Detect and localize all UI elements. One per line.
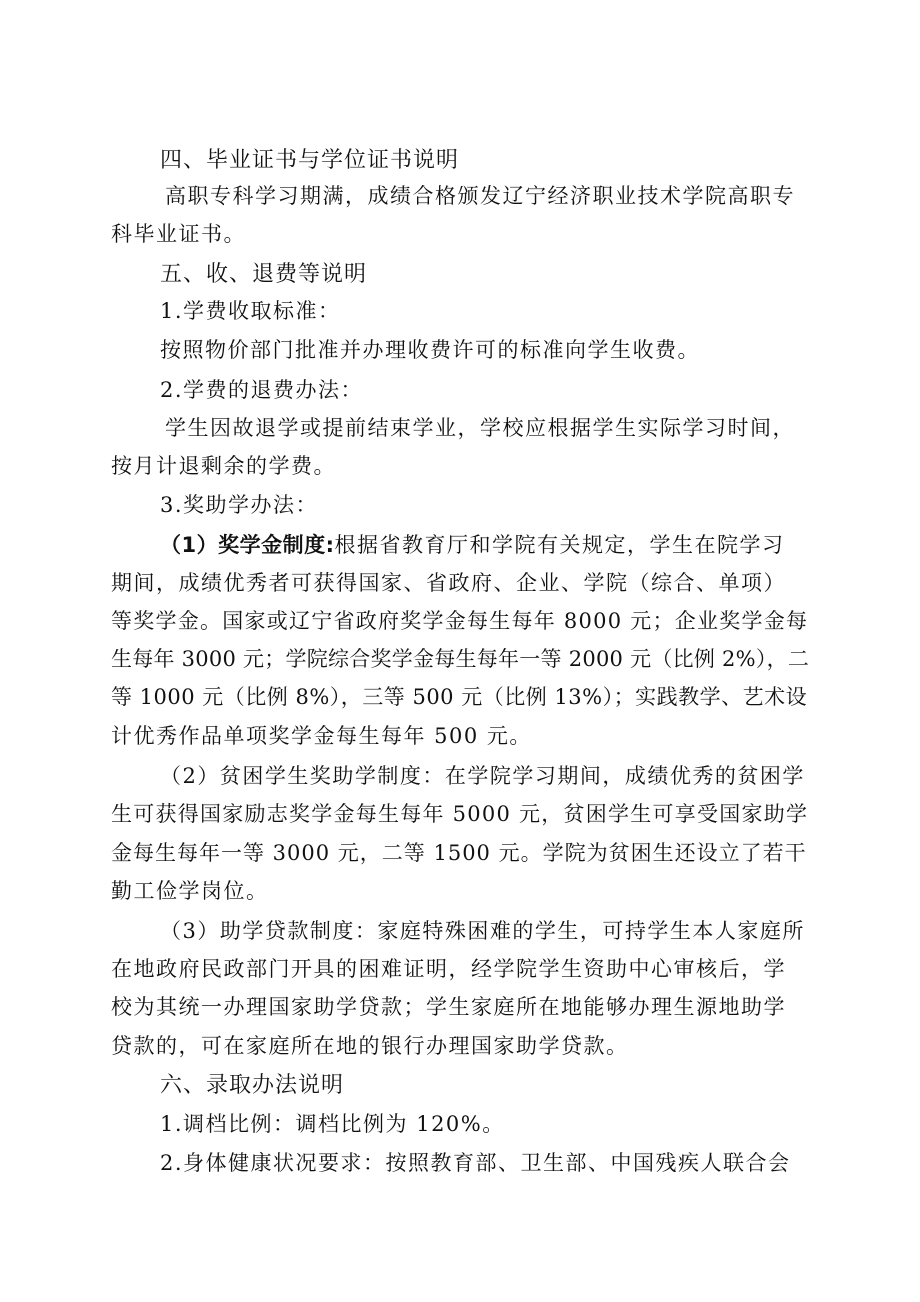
poverty-aid-line: 生可获得国家励志奖学金每生每年 5000 元，贫困学生可享受国家助学 — [111, 802, 809, 826]
section-4-paragraph-line: 高职专科学习期满，成绩合格颁发辽宁经济职业技术学院高职专 — [165, 184, 795, 208]
scholarship-line: 等 1000 元（比例 8%），三等 500 元（比例 13%）；实践教学、艺术设 — [111, 685, 808, 709]
student-loan-line: 贷款的，可在家庭所在地的银行办理国家助学贷款。 — [111, 1034, 629, 1058]
refund-method-line: 按月计退剩余的学费。 — [111, 454, 336, 478]
scholarship-line: 期间，成绩优秀者可获得国家、省政府、企业、学院（综合、单项） — [111, 571, 786, 595]
refund-method-line: 学生因故退学或提前结束学业，学校应根据学生实际学习时间， — [165, 416, 795, 440]
section-6-heading: 六、录取办法说明 — [160, 1073, 345, 1098]
scholarship-label: （1）奖学金制度: — [160, 533, 335, 557]
section-4-heading: 四、毕业证书与学位证书说明 — [160, 148, 460, 173]
scholarship-line-text: 根据省教育厅和学院有关规定，学生在院学习 — [334, 533, 785, 557]
tuition-standard-title: 1.学费收取标准： — [160, 299, 341, 323]
poverty-aid-line: 勤工俭学岗位。 — [111, 879, 269, 903]
tuition-standard-text: 按照物价部门批准并办理收费许可的标准向学生收费。 — [160, 338, 700, 362]
refund-method-title: 2.学费的退费办法： — [160, 378, 364, 402]
section-4-paragraph-line: 科毕业证书。 — [111, 222, 246, 246]
student-loan-line: 在地政府民政部门开具的困难证明，经学院学生资助中心审核后，学 — [111, 957, 786, 981]
scholarship-methods-title: 3.奖助学办法： — [160, 493, 319, 517]
student-loan-line: 校为其统一办理国家助学贷款；学生家庭所在地能够办理生源地助学 — [111, 995, 786, 1019]
scholarship-line: 等奖学金。国家或辽宁省政府奖学金每生每年 8000 元；企业奖学金每 — [111, 609, 809, 633]
section-5-heading: 五、收、退费等说明 — [160, 262, 368, 287]
scholarship-line: 计优秀作品单项奖学金每生每年 500 元。 — [111, 724, 532, 748]
scholarship-line — [160, 531, 785, 559]
student-loan-line: （3）助学贷款制度：家庭特殊困难的学生，可持学生本人家庭所 — [160, 919, 805, 943]
health-requirement-text: 2.身体健康状况要求：按照教育部、卫生部、中国残疾人联合会 — [160, 1151, 791, 1175]
scholarship-line: 生每年 3000 元；学院综合奖学金每生每年一等 2000 元（比例 2%），二 — [111, 647, 810, 671]
poverty-aid-line: 金每生每年一等 3000 元，二等 1500 元。学院为贫困生还设立了若干 — [111, 841, 807, 865]
transfer-ratio-text: 1.调档比例：调档比例为 120%。 — [160, 1112, 505, 1136]
poverty-aid-line: （2）贫困学生奖助学制度：在学院学习期间，成绩优秀的贫困学 — [160, 764, 805, 788]
